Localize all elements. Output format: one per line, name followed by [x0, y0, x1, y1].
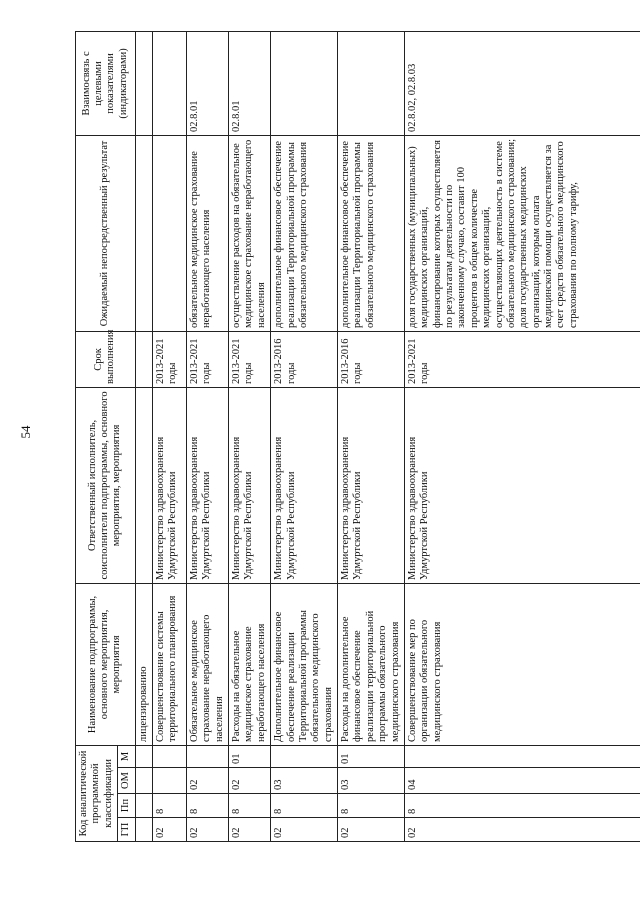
table-row	[186, 31, 228, 841]
cell-om	[135, 768, 152, 794]
cell-name: Дополнительное финансовое обеспечение реализации Территориальной программы обязательного медицинского страхования	[271, 583, 338, 745]
header-m: М	[118, 745, 135, 767]
cell-m	[271, 745, 338, 767]
cell-executor: Министерство здравоохранения Удмуртской Республики	[271, 387, 338, 583]
cell-gp: 02	[152, 818, 186, 842]
program-table-rotated	[75, 32, 620, 842]
cell-indicator: 02.8.02, 02.8.03	[404, 31, 640, 135]
cell-result: осуществление расходов на обязательное медицинское страхование неработающего населения	[229, 135, 271, 331]
cell-name: Расходы на обязательное медицинское страхование неработающего населения	[229, 583, 271, 745]
cell-gp: 02	[186, 818, 228, 842]
cell-pp: 8	[152, 794, 186, 818]
cell-m: 01	[338, 745, 405, 767]
cell-indicator	[135, 31, 152, 135]
cell-result: дополнительное финансовое обеспечение реализации Территориальной программы обязательного медицинского страхования	[338, 135, 405, 331]
cell-executor: Министерство здравоохранения Удмуртской Республики	[152, 387, 186, 583]
cell-result: доля государственных (муниципальных) медицинских организаций, финансирование которых осуществляется по результатам деятельности по законченному случаю, составит 100 процентов в общем количестве медицинских организаций, осуществляющих деятельность в системе обязательного медицинского страхования; доля государственных медицинских организаций, которым оплата медицинской помощи осуществляется за счет средств обязательного медицинского страхования по полному тарифу,	[404, 135, 640, 331]
cell-executor: Министерство здравоохранения Удмуртской Республики	[186, 387, 228, 583]
program-table	[75, 31, 640, 842]
cell-result	[135, 135, 152, 331]
cell-term: 2013-2016 годы	[271, 331, 338, 387]
cell-pp: 8	[338, 794, 405, 818]
cell-term: 2013-2021 годы	[152, 331, 186, 387]
header-gp: ГП	[118, 818, 135, 842]
cell-executor: Министерство здравоохранения Удмуртской Республики	[338, 387, 405, 583]
page-number: 54	[18, 425, 33, 439]
cell-indicator	[152, 31, 186, 135]
table-row	[152, 31, 186, 841]
cell-m	[186, 745, 228, 767]
cell-gp: 02	[404, 818, 640, 842]
header-result: Ожидаемый непосредственный результат	[76, 135, 136, 331]
header-indicator: Взаимосвязь с целевыми показателями (индикаторами)	[76, 31, 136, 135]
cell-pp: 8	[229, 794, 271, 818]
cell-indicator	[338, 31, 405, 135]
cell-result	[152, 135, 186, 331]
cell-pp	[135, 794, 152, 818]
cell-executor	[135, 387, 152, 583]
cell-m	[152, 745, 186, 767]
table-row	[338, 31, 405, 841]
cell-om: 03	[271, 768, 338, 794]
cell-pp: 8	[186, 794, 228, 818]
cell-m: 01	[229, 745, 271, 767]
cell-indicator: 02.8.01	[186, 31, 228, 135]
cell-om: 02	[229, 768, 271, 794]
table-row	[229, 31, 271, 841]
cell-indicator	[271, 31, 338, 135]
cell-gp: 02	[229, 818, 271, 842]
cell-indicator: 02.8.01	[229, 31, 271, 135]
header-name: Наименование подпрограммы, основного мероприятия, мероприятия	[76, 583, 136, 745]
header-term: Срок выполнения	[76, 331, 136, 387]
cell-name: Расходы на дополнительное финансовое обеспечение реализации территориальной программы обязательного медицинского страхования	[338, 583, 405, 745]
table-row	[271, 31, 338, 841]
cell-name: Совершенствование системы территориального планирования	[152, 583, 186, 745]
cell-m	[135, 745, 152, 767]
cell-name: лицензированию	[135, 583, 152, 745]
cell-om: 03	[338, 768, 405, 794]
cell-om: 02	[186, 768, 228, 794]
table-row	[135, 31, 152, 841]
cell-pp: 8	[404, 794, 640, 818]
cell-term: 2013-2016 годы	[338, 331, 405, 387]
cell-result: дополнительное финансовое обеспечение реализации Территориальной программы обязательного медицинского страхования	[271, 135, 338, 331]
table-row	[404, 31, 640, 841]
cell-term	[135, 331, 152, 387]
cell-executor: Министерство здравоохранения Удмуртской Республики	[404, 387, 640, 583]
cell-result: обязательное медицинское страхование неработающего населения	[186, 135, 228, 331]
cell-term: 2013-2021 годы	[404, 331, 640, 387]
cell-term: 2013-2021 годы	[229, 331, 271, 387]
cell-executor: Министерство здравоохранения Удмуртской Республики	[229, 387, 271, 583]
cell-term: 2013-2021 годы	[186, 331, 228, 387]
cell-m	[404, 745, 640, 767]
header-pp: Пп	[118, 794, 135, 818]
cell-pp: 8	[271, 794, 338, 818]
header-executor: Ответственный исполнитель, соисполнители подпрограммы, основного мероприятия, мероприятия	[76, 387, 136, 583]
cell-gp: 02	[271, 818, 338, 842]
cell-om: 04	[404, 768, 640, 794]
cell-name: Обязательное медицинское страхование неработающего населения	[186, 583, 228, 745]
cell-gp: 02	[338, 818, 405, 842]
header-om: ОМ	[118, 768, 135, 794]
cell-om	[152, 768, 186, 794]
header-code-group: Код аналитической программной классификации	[76, 745, 118, 841]
cell-gp	[135, 818, 152, 842]
cell-name: Совершенствование мер по организации обязательного медицинского страхования	[404, 583, 640, 745]
